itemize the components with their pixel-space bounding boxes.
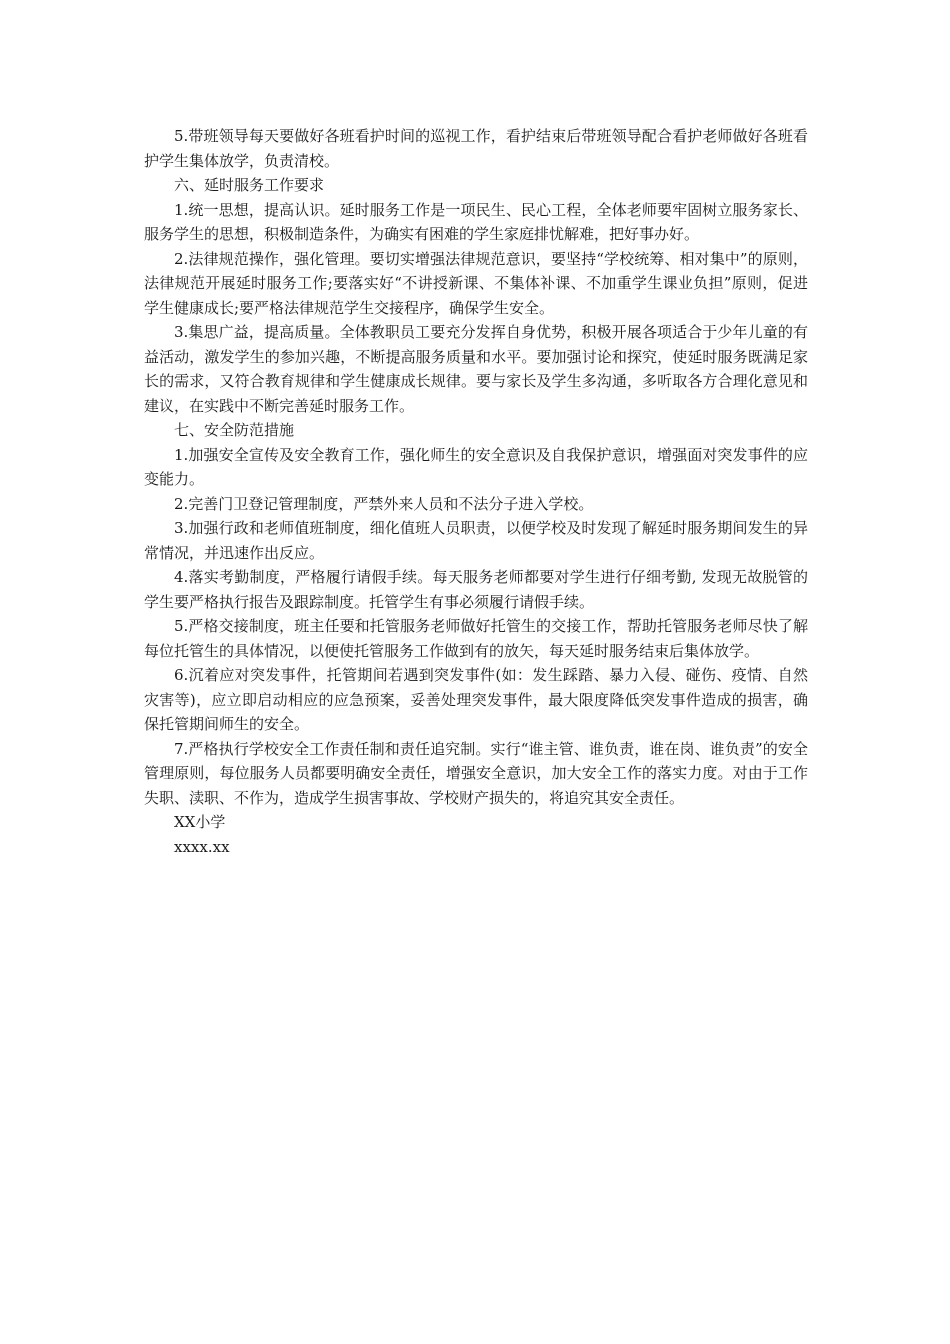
paragraph-emergency: 6.沉着应对突发事件，托管期间若遇到突发事件(如：发生踩踏、暴力入侵、碰伤、疫情、自然灾害等)，应立即启动相应的应急预案，妥善处理突发事件，最大限度降低突发事件造成的损害，确保托管期间师生的安全。 — [144, 666, 808, 733]
signature-date: xxxx.xx — [174, 837, 230, 856]
signature-school: XX小学 — [174, 813, 226, 831]
paragraph-duty-system: 3.加强行政和老师值班制度，细化值班人员职责，以便学校及时发现了解延时服务期间发生的异常情况，并迅速作出反应。 — [144, 519, 808, 562]
section-heading-6: 六、延时服务工作要求 — [174, 176, 325, 194]
document-body — [144, 124, 808, 859]
paragraph-leader-patrol: 5.带班领导每天要做好各班看护时间的巡视工作，看护结束后带班领导配合看护老师做好各班看护学生集体放学，负责清校。 — [144, 127, 808, 170]
paragraph-responsibility: 7.严格执行学校安全工作责任制和责任追究制。实行“谁主管、谁负责，谁在岗、谁负责”的安全管理原则，每位服务人员都要明确安全责任，增强安全意识，加大安全工作的落实力度。对由于工作失职、渎职、不作为，造成学生损害事故、学校财产损失的，将追究其安全责任。 — [144, 739, 808, 807]
paragraph-unify-thinking: 1.统一思想，提高认识。延时服务工作是一项民生、民心工程，全体老师要牢固树立服务家长、服务学生的思想，积极制造条件，为确实有困难的学生家庭排忧解难，把好事办好。 — [144, 200, 808, 243]
paragraph-attendance: 4.落实考勤制度，严格履行请假手续。每天服务老师都要对学生进行仔细考勤, 发现无故脱管的学生要严格执行报告及跟踪制度。托管学生有事必须履行请假手续。 — [144, 568, 808, 611]
section-heading-7: 七、安全防范措施 — [174, 421, 295, 439]
paragraph-legal-operation: 2.法律规范操作，强化管理。要切实增强法律规范意识，要坚持“学校统筹、相对集中”的原则，法律规范开展延时服务工作;要落实好“不讲授新课、不集体补课、不加重学生课业负担”原则，促进学生健康成长;要严格法律规范学生交接程序，确保学生安全。 — [144, 249, 808, 317]
paragraph-gate-registration: 2.完善门卫登记管理制度，严禁外来人员和不法分子进入学校。 — [174, 494, 594, 513]
paragraph-handover: 5.严格交接制度，班主任要和托管服务老师做好托管生的交接工作，帮助托管服务老师尽快了解每位托管生的具体情况，以便使托管服务工作做到有的放矢，每天延时服务结束后集体放学。 — [144, 617, 808, 660]
paragraph-safety-education: 1.加强安全宣传及安全教育工作，强化师生的安全意识及自我保护意识，增强面对突发事件的应变能力。 — [144, 445, 808, 488]
paragraph-improve-quality: 3.集思广益，提高质量。全体教职员工要充分发挥自身优势，积极开展各项适合于少年儿童的有益活动，激发学生的参加兴趣，不断提高服务质量和水平。要加强讨论和探究，使延时服务既满足家长的需求，又符合教育规律和学生健康成长规律。要与家长及学生多沟通，多听取各方合理化意见和建议，在实践中不断完善延时服务工作。 — [144, 323, 808, 415]
